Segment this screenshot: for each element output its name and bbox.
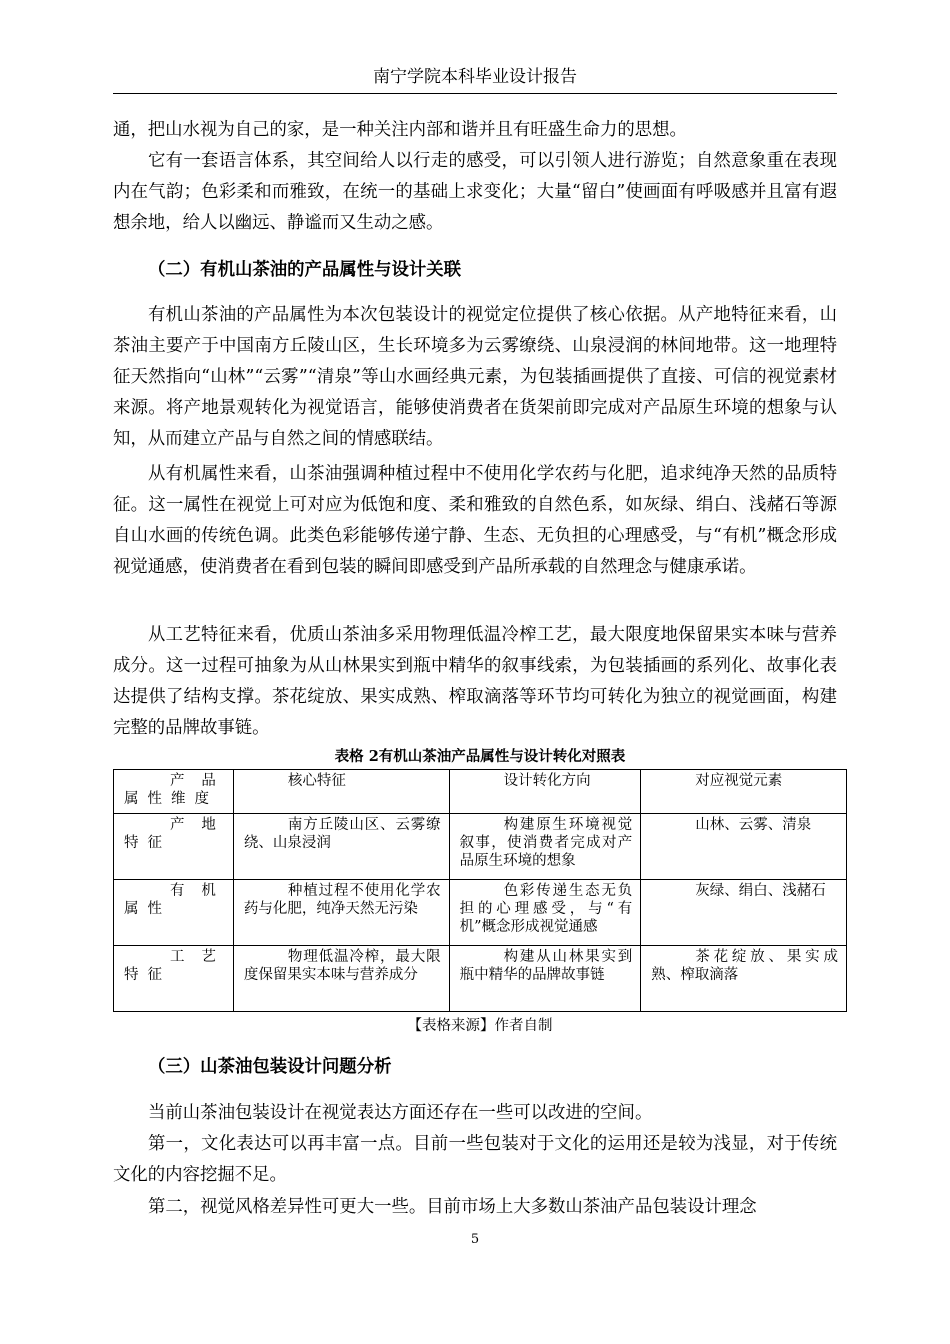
table-cell: 构建原生环境视觉叙事，使消费者完成对产品原生环境的想象 [449, 814, 641, 880]
header-cell: 核心特征 [233, 770, 449, 814]
paragraph-7: 第一，文化表达可以再丰富一点。目前一些包装对于文化的运用还是较为浅显，对于传统文化的内容挖掘不足。 [113, 1134, 837, 1185]
table-header-row [114, 770, 847, 814]
table-source: 【表格来源】作者自制 [407, 1018, 553, 1034]
page-number: 5 [470, 1232, 480, 1247]
table-row [114, 880, 847, 946]
attribute-table [113, 769, 847, 1012]
table-cell: 有机属性 [114, 880, 234, 946]
header-cell: 设计转化方向 [449, 770, 641, 814]
paragraph-4: 从有机属性来看，山茶油强调种植过程中不使用化学农药与化肥，追求纯净天然的品质特征。这一属性在视觉上可对应为低饱和度、柔和雅致的自然色系，如灰绿、绢白、浅赭石等源自山水画的传统色调。此类色彩能够传递宁静、生态、无负担的心理感受，与“有机”概念形成视觉通感，使消费者在看到包装的瞬间即感受到产品所承载的自然理念与健康承诺。 [113, 464, 837, 577]
table-cell: 茶花绽放、果实成熟、榨取滴落 [641, 946, 847, 1012]
table-cell: 山林、云雾、清泉 [641, 814, 847, 880]
table-cell: 构建从山林果实到瓶中精华的品牌故事链 [449, 946, 641, 1012]
header-cell: 对应视觉元素 [641, 770, 847, 814]
table-caption: 表格 2有机山茶油产品属性与设计转化对照表 [334, 748, 626, 765]
page-header: 南宁学院本科毕业设计报告 [373, 67, 577, 87]
section-heading-2: （二）有机山茶油的产品属性与设计关联 [148, 260, 462, 280]
paragraph-3: 有机山茶油的产品属性为本次包装设计的视觉定位提供了核心依据。从产地特征来看，山茶油主要产于中国南方丘陵山区，生长环境多为云雾缭绕、山泉浸润的林间地带。这一地理特征天然指向“山林”“云雾”“清泉”等山水画经典元素，为包装插画提供了直接、可信的视觉素材来源。将产地景观转化为视觉语言，能够使消费者在货架前即完成对产品原生环境的想象与认知，从而建立产品与自然之间的情感联结。 [113, 305, 837, 449]
table-cell: 工艺特征 [114, 946, 234, 1012]
table-cell: 物理低温冷榨，最大限度保留果实本味与营养成分 [233, 946, 449, 1012]
paragraph-6: 当前山茶油包装设计在视觉表达方面还存在一些可以改进的空间。 [148, 1103, 653, 1123]
paragraph-8: 第二，视觉风格差异性可更大一些。目前市场上大多数山茶油产品包装设计理念 [148, 1197, 757, 1217]
table-cell: 色彩传递生态无负担的心理感受，与“有机”概念形成视觉通感 [449, 880, 641, 946]
header-cell: 产品属性维度 [114, 770, 234, 814]
table-cell: 产地特征 [114, 814, 234, 880]
table-row [114, 946, 847, 1012]
paragraph-2: 它有一套语言体系，其空间给人以行走的感受，可以引领人进行游览；自然意象重在表现内在气韵；色彩柔和而雅致，在统一的基础上求变化；大量“留白”使画面有呼吸感并且富有遐想余地，给人以幽远、静谧而又生动之感。 [113, 151, 837, 233]
paragraph-1: 通，把山水视为自己的家，是一种关注内部和谐并且有旺盛生命力的思想。 [113, 120, 687, 140]
table-cell: 灰绿、绢白、浅赭石 [641, 880, 847, 946]
paragraph-5: 从工艺特征来看，优质山茶油多采用物理低温冷榨工艺，最大限度地保留果实本味与营养成分。这一过程可抽象为从山林果实到瓶中精华的叙事线索，为包装插画的系列化、故事化表达提供了结构支撑。茶花绽放、果实成熟、榨取滴落等环节均可转化为独立的视觉画面，构建完整的品牌故事链。 [113, 625, 837, 738]
section-heading-3: （三）山茶油包装设计问题分析 [148, 1057, 392, 1077]
table-cell: 种植过程不使用化学农药与化肥，纯净天然无污染 [233, 880, 449, 946]
header-rule [113, 93, 837, 94]
table-cell: 南方丘陵山区、云雾缭绕、山泉浸润 [233, 814, 449, 880]
table-row [114, 814, 847, 880]
